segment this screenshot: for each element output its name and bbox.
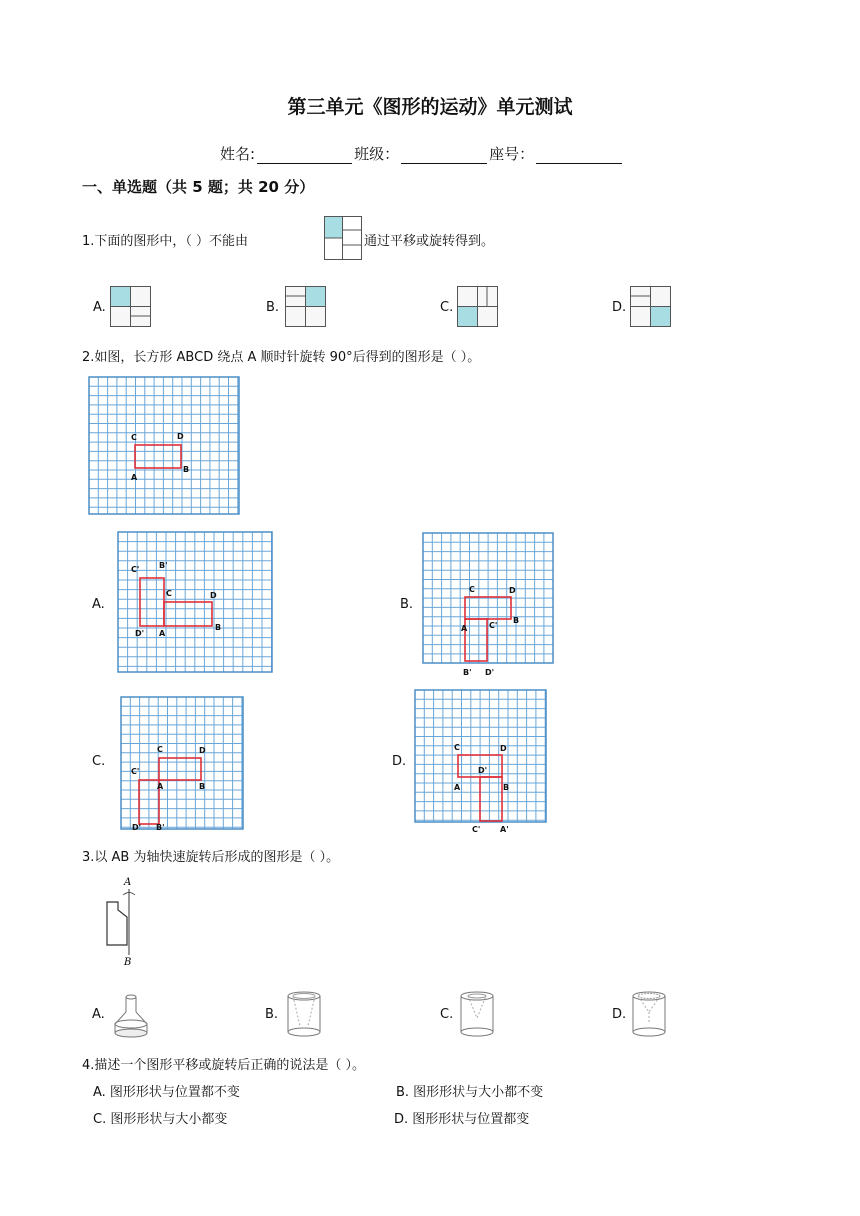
vertex-label-Cp: C' [489, 621, 498, 630]
q3-option-b-figure[interactable] [285, 990, 323, 1040]
question-1-stem-b: 通过平移或旋转得到。 [364, 234, 495, 249]
vertex-label-A: A [131, 473, 138, 482]
q4-option-b[interactable]: B. 图形形状与大小都不变 [396, 1085, 544, 1100]
q2-option-d-grid[interactable] [415, 690, 546, 834]
question-4-stem: 4.描述一个图形平移或旋转后正确的说法是（ ）。 [82, 1058, 366, 1073]
vertex-label-B: B [215, 623, 222, 632]
name-blank[interactable] [257, 149, 352, 164]
seat-label: 座号： [489, 145, 535, 163]
q1-option-a-figure[interactable] [110, 286, 151, 327]
q4-option-d[interactable]: D. 图形形状与位置都变 [394, 1112, 530, 1127]
q3-option-c-figure[interactable] [458, 990, 496, 1040]
question-1-stem-a: 1.下面的图形中，（ ）不能由 [82, 234, 249, 249]
vertex-label-A: A [159, 629, 166, 638]
q1-option-b-label[interactable]: B. [266, 300, 280, 315]
q2-option-c-label[interactable]: C. [92, 754, 106, 769]
red-rectangle [159, 758, 201, 780]
vertex-label-Dp: D' [135, 629, 145, 638]
vertex-label-B: B [199, 782, 206, 791]
q3-option-a-figure[interactable] [112, 990, 150, 1040]
q2-option-b-label[interactable]: B. [400, 597, 414, 612]
vertex-label-B: B [183, 465, 190, 474]
vertex-label-C: C [157, 745, 163, 754]
vertex-label-Cp: C' [131, 767, 140, 776]
vertex-label-Dp: D' [485, 668, 495, 677]
seat-blank[interactable] [536, 149, 622, 164]
vertex-label-D: D [199, 746, 206, 755]
q2-option-b-grid[interactable] [423, 533, 553, 677]
name-label: 姓名: [220, 145, 256, 163]
class-blank[interactable] [401, 149, 487, 164]
vertex-label-C: C [166, 589, 172, 598]
q2-option-a-grid[interactable] [118, 532, 272, 672]
vertex-label-C: C [454, 743, 460, 752]
vertex-label-D: D [210, 591, 217, 600]
vertex-label-C: C [131, 433, 137, 442]
q4-option-c[interactable]: C. 图形形状与大小都变 [93, 1112, 228, 1127]
vertex-label-Cp: C' [472, 825, 481, 834]
q2-main-grid [89, 377, 239, 514]
vertex-label-D: D [177, 432, 184, 441]
q1-option-c-label[interactable]: C. [440, 300, 454, 315]
vertex-label-Dp: D' [478, 766, 488, 775]
red-rectangle [135, 445, 181, 468]
class-label: 班级： [354, 145, 400, 163]
q2-option-d-label[interactable]: D. [392, 754, 407, 769]
vertex-label-A: A [454, 783, 461, 792]
student-info [220, 143, 624, 164]
q3-option-b-label[interactable]: B. [265, 1007, 279, 1022]
q2-option-c-grid[interactable] [121, 697, 243, 832]
vertex-label-Bp: B' [156, 823, 165, 832]
vertex-label-Dp: D' [132, 823, 142, 832]
q3-option-a-label[interactable]: A. [92, 1007, 105, 1022]
vertex-label-A: A [461, 624, 468, 633]
vertex-label-Cp: C' [131, 565, 140, 574]
q1-option-a-label[interactable]: A. [93, 300, 106, 315]
vertex-label-B: B [503, 783, 510, 792]
section-heading: 一、单选题（共 5 题；共 20 分） [82, 178, 315, 196]
q1-option-c-figure[interactable] [457, 286, 498, 327]
vertex-label-Bp: B' [463, 668, 472, 677]
page-title: 第三单元《图形的运动》单元测试 [287, 96, 573, 118]
vertex-label-A: A [157, 782, 164, 791]
q1-option-d-figure[interactable] [630, 286, 671, 327]
red-rectangle [465, 619, 487, 661]
question-2-stem: 2.如图，长方形 ABCD 绕点 A 顺时针旋转 90°后得到的图形是（ ）。 [82, 350, 481, 365]
vertex-label-D: D [509, 586, 516, 595]
q3-axis-label-b: B [124, 957, 132, 968]
vertex-label-C: C [469, 585, 475, 594]
q3-option-d-label[interactable]: D. [612, 1007, 627, 1022]
q3-axis-label-a: A [124, 877, 132, 888]
q3-option-c-label[interactable]: C. [440, 1007, 454, 1022]
q3-option-d-figure[interactable] [630, 990, 668, 1040]
q4-option-a[interactable]: A. 图形形状与位置都不变 [93, 1085, 240, 1100]
vertex-label-B: B [513, 616, 520, 625]
q3-rotation-figure [100, 875, 150, 967]
vertex-label-Ap: A' [500, 825, 509, 834]
q2-option-a-label[interactable]: A. [92, 597, 105, 612]
q1-option-d-label[interactable]: D. [612, 300, 627, 315]
q1-reference-figure [324, 216, 362, 260]
question-3-stem: 3.以 AB 为轴快速旋转后形成的图形是（ ）。 [82, 850, 340, 865]
vertex-label-D: D [500, 744, 507, 753]
q1-option-b-figure[interactable] [285, 286, 326, 327]
vertex-label-Bp: B' [159, 561, 168, 570]
